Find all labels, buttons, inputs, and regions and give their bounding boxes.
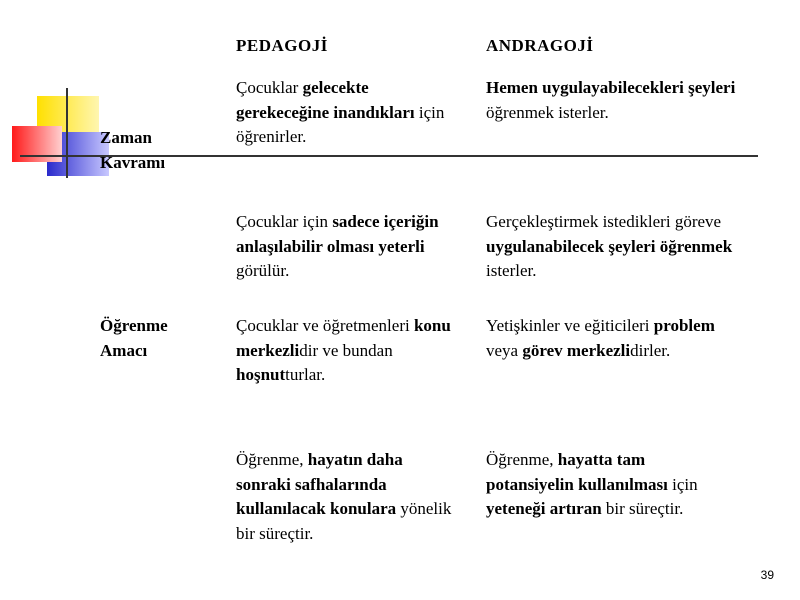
cell-text-segment: hayatta tam potansiyelin kullanılması — [486, 450, 668, 494]
header-andragoji: ANDRAGOJİ — [486, 36, 594, 55]
page-number: 39 — [760, 568, 774, 582]
cell-text-segment: Öğrenme, — [236, 450, 308, 469]
cell-text-segment: öğrenmek isterler. — [486, 102, 609, 122]
cell-zaman-pedagoji — [236, 76, 446, 150]
cell-text-segment: turlar. — [285, 365, 326, 384]
cell-text-segment: gelecekte gerekeceğine inandıkları — [236, 78, 415, 122]
cell-text-segment: problem — [653, 316, 715, 335]
cell-zaman-andragoji — [486, 76, 756, 125]
cell-text-segment: için — [667, 474, 698, 494]
cell-amac3-pedagoji — [236, 448, 461, 546]
cell-text-segment: Çocuklar — [236, 78, 303, 97]
cell-text-segment: dir ve bundan — [299, 340, 393, 360]
cell-text-segment: Çocuklar için — [236, 212, 333, 231]
cell-text-segment: bir süreçtir. — [601, 499, 684, 518]
cell-text-segment: veya — [486, 340, 523, 360]
cell-text-segment: hoşnut — [236, 365, 286, 384]
row-label-ogrenme-amaci: Öğrenme Amacı — [100, 316, 168, 360]
cell-text-segment: Hemen uygulayabilecekleri şeyleri — [486, 78, 736, 97]
cell-text-segment: hayatın daha sonraki safhalarında kullanılacak konulara — [236, 450, 403, 518]
cell-text-segment: sadece içeriğin anlaşılabilir olması yeterli — [236, 212, 439, 256]
row-label-zaman-kavrami: Zaman Kavramı — [100, 128, 166, 172]
cell-text-segment: için öğrenirler. — [236, 102, 445, 146]
cell-text-segment: isterler. — [486, 261, 537, 280]
cell-text-segment: dirler. — [630, 340, 671, 360]
header-pedagoji: PEDAGOJİ — [236, 36, 328, 55]
cell-text-segment: konu merkezli — [236, 316, 451, 360]
cell-text-segment: Çocuklar ve öğretmenleri — [236, 316, 414, 335]
cell-text-segment: Gerçekleştirmek istedikleri göreve — [486, 212, 722, 231]
cell-text-segment: görev merkezli — [522, 340, 631, 360]
cell-text-segment: görülür. — [236, 261, 290, 280]
cell-text-segment: yeteneği artıran — [486, 499, 602, 518]
cell-text-segment: uygulanabilecek şeyleri öğrenmek — [486, 236, 733, 256]
cell-amac1-andragoji — [486, 210, 746, 284]
cell-text-segment: yönelik bir süreçtir. — [236, 499, 452, 543]
cell-amac3-andragoji — [486, 448, 736, 522]
cell-amac2-andragoji — [486, 314, 736, 363]
cell-text-segment: Öğrenme, — [486, 450, 558, 469]
cell-amac2-pedagoji — [236, 314, 474, 388]
cell-amac1-pedagoji — [236, 210, 461, 284]
cell-text-segment: Yetişkinler ve eğiticileri — [486, 316, 654, 335]
